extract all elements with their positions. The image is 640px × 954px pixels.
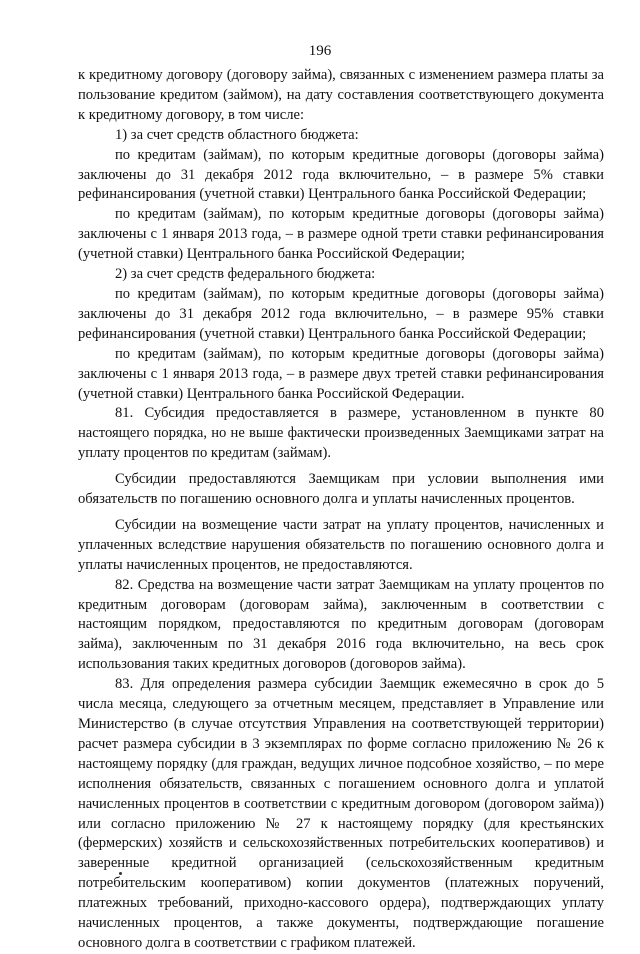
paragraph-clause-83: 83. Для определения размера субсидии Заемщик ежемесячно в срок до 5 числа месяца, следующего за отчетным месяцем, представляет в Управление или Министерство (в случае отсутствия Управления на соответствующей территории) расчет размера субсидии в 3 экземплярах по форме согласно приложению № 26 к настоящему порядку (для граждан, ведущих личное подсобное хозяйство, – по мере исполнения обязательств, связанных с погашением основного долга и уплатой начисленных процентов в соответствии с кредитным договором (договором займа)) или согласно приложению № 27 к настоящему порядку (для крестьянских (фермерских) хозяйств и сельскохозяйственных потребительских кооперативов) и заверенные кредитной организацией (сельскохозяйственным кредитным потребительским кооперативом) копии документов (платежных поручений, платежных требований, приходно-кассового ордера), подтверждающих уплату начисленных процентов, а также документы, подтверждающие погашение основного долга в соответствии с графиком платежей. (78, 676, 604, 951)
page-number: 196 (308, 43, 332, 59)
paragraph-regional-before-2013: по кредитам (займам), по которым кредитные договоры (договоры займа) заключены до 31 декабря 2012 года включительно, – в размере 5% ставки рефинансирования (учетной ставки) Центрального банка Российской Федерации; (78, 146, 604, 203)
paragraph-federal-before-2013: по кредитам (займам), по которым кредитные договоры (договоры займа) заключены до 31 декабря 2012 года включительно, – в размере 95% ставки рефинансирования (учетной ставки) Центрального банка Российской Федерации; (78, 285, 604, 342)
paragraph-federal-from-2013: по кредитам (займам), по которым кредитные договоры (договоры займа) заключены с 1 января 2013 года, – в размере двух третей ставки рефинансирования (учетной ставки) Центрального банка Российской Федерации. (78, 345, 604, 402)
paragraph-continuation: к кредитному договору (договору займа), связанных с изменением размера платы за пользование кредитом (займом), на дату составления соответствующего документа к кредитному договору, в том числе: (78, 67, 604, 123)
paragraph-regional-from-2013: по кредитам (займам), по которым кредитные договоры (договоры займа) заключены с 1 января 2013 года, – в размере одной трети ставки рефинансирования (учетной ставки) Центрального банка Российской Федерации; (78, 206, 604, 263)
document-body (78, 66, 604, 954)
paragraph-regional-budget-heading: 1) за счет средств областного бюджета: (115, 126, 359, 143)
paragraph-federal-budget-heading: 2) за счет средств федерального бюджета: (115, 266, 376, 283)
scan-speck (119, 872, 122, 875)
paragraph-clause-82: 82. Средства на возмещение части затрат Заемщикам на уплату процентов по кредитным договорам (договорам займа), заключенным в соответствии с настоящим порядком, предоставляются по кредитным договорам (договорам займа), заключенным по 31 декабря 2016 года включительно, на весь срок использования таких кредитных договоров (договоров займа). (78, 576, 604, 673)
paragraph-clause-81: 81. Субсидия предоставляется в размере, установленном в пункте 80 настоящего порядка, но не выше фактически произведенных Заемщиками затрат на уплату процентов по кредитам (займам). (78, 405, 604, 462)
paragraph-subsidy-condition: Субсидии предоставляются Заемщикам при условии выполнения ими обязательств по погашению основного долга и уплаты начисленных процентов. (78, 471, 604, 508)
paragraph-subsidy-exclusion: Субсидии на возмещение части затрат на уплату процентов, начисленных и уплаченных вследствие нарушения обязательств по погашению основного долга и уплаты начисленных процентов, не предоставляются. (78, 516, 604, 573)
